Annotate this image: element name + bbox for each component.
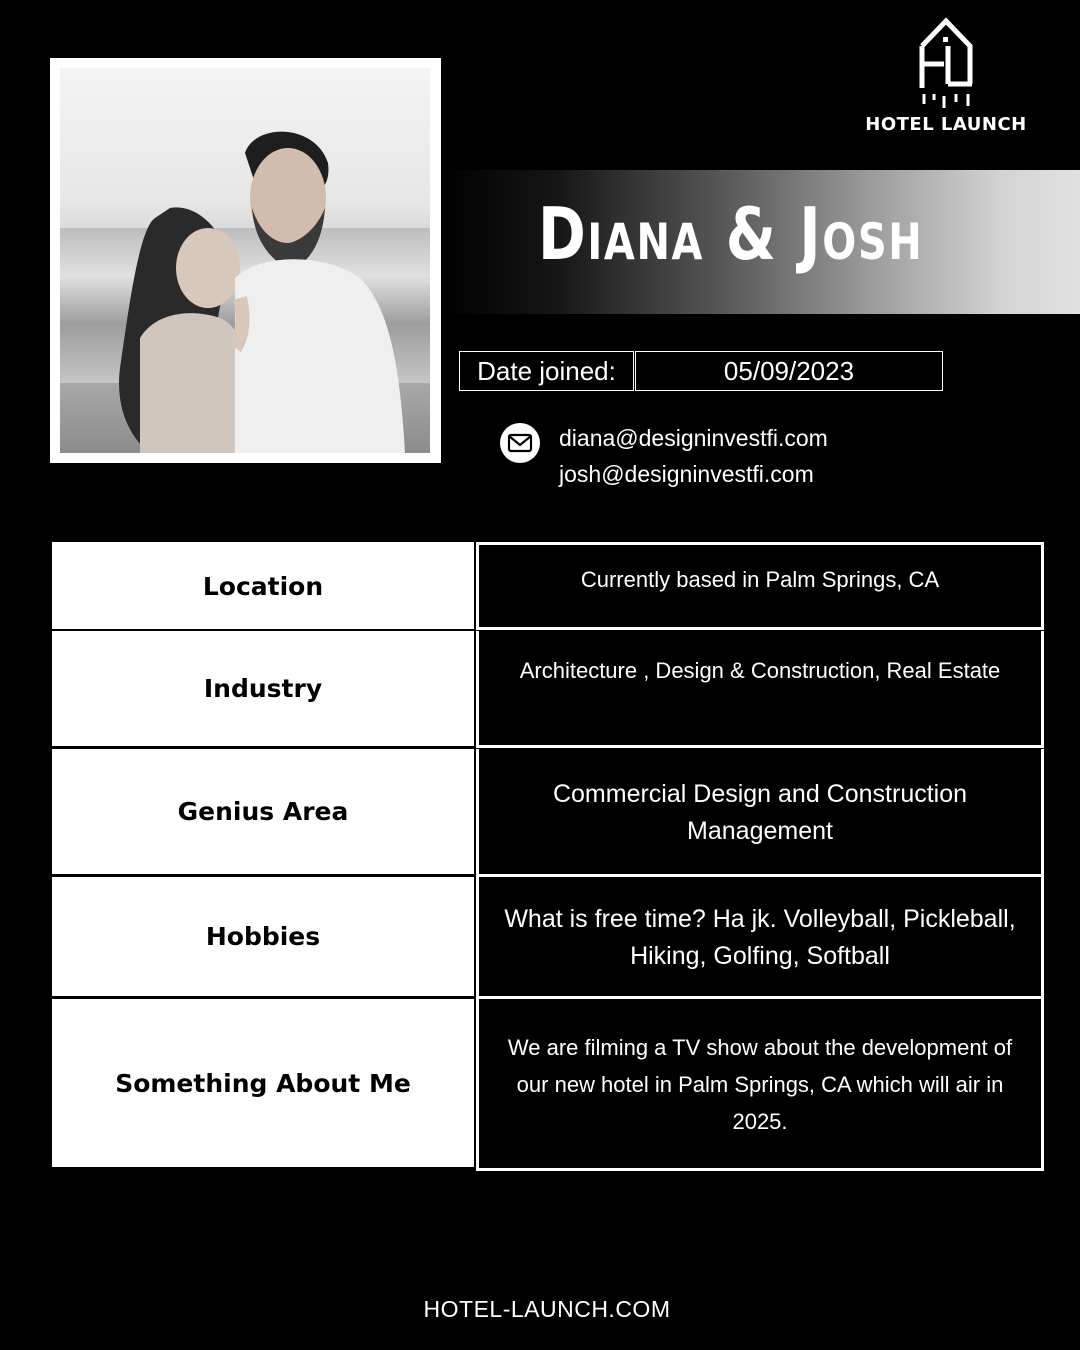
logo-text: HOTEL LAUNCH (865, 114, 1027, 135)
row-value: Architecture , Design & Construction, Real Estate (476, 631, 1044, 748)
profile-name: Diana & Josh (538, 192, 924, 276)
date-joined-label: Date joined: (459, 351, 634, 391)
email-diana[interactable]: diana@designinvestfi.com (559, 425, 828, 451)
profile-photo-frame (50, 58, 441, 463)
date-joined-value: 05/09/2023 (635, 351, 943, 391)
row-value: Currently based in Palm Springs, CA (476, 542, 1044, 630)
table-row-something-about-me (52, 999, 1044, 1171)
table-row-industry (52, 631, 1044, 748)
couple-illustration (60, 68, 430, 453)
email-josh[interactable]: josh@designinvestfi.com (559, 461, 814, 487)
row-value: What is free time? Ha jk. Volleyball, Pickleball, Hiking, Golfing, Softball (476, 877, 1044, 999)
hotel-launch-logo (858, 16, 1034, 138)
footer-website[interactable]: HOTEL-LAUNCH.COM (423, 1296, 671, 1322)
row-label: Industry (52, 631, 474, 746)
row-label: Something About Me (52, 999, 474, 1167)
table-row-location (52, 542, 1044, 630)
row-label: Genius Area (52, 749, 474, 874)
house-logo-icon (858, 16, 1034, 116)
mail-icon (500, 423, 540, 463)
table-row-genius-area (52, 749, 1044, 877)
row-value: Commercial Design and Construction Management (476, 749, 1044, 877)
table-row-hobbies (52, 877, 1044, 999)
row-label: Location (52, 542, 474, 630)
profile-photo (60, 68, 430, 453)
row-value: We are filming a TV show about the development of our new hotel in Palm Springs, CA which will air in 2025. (476, 999, 1044, 1171)
name-banner (442, 170, 1080, 314)
row-label: Hobbies (52, 877, 474, 996)
